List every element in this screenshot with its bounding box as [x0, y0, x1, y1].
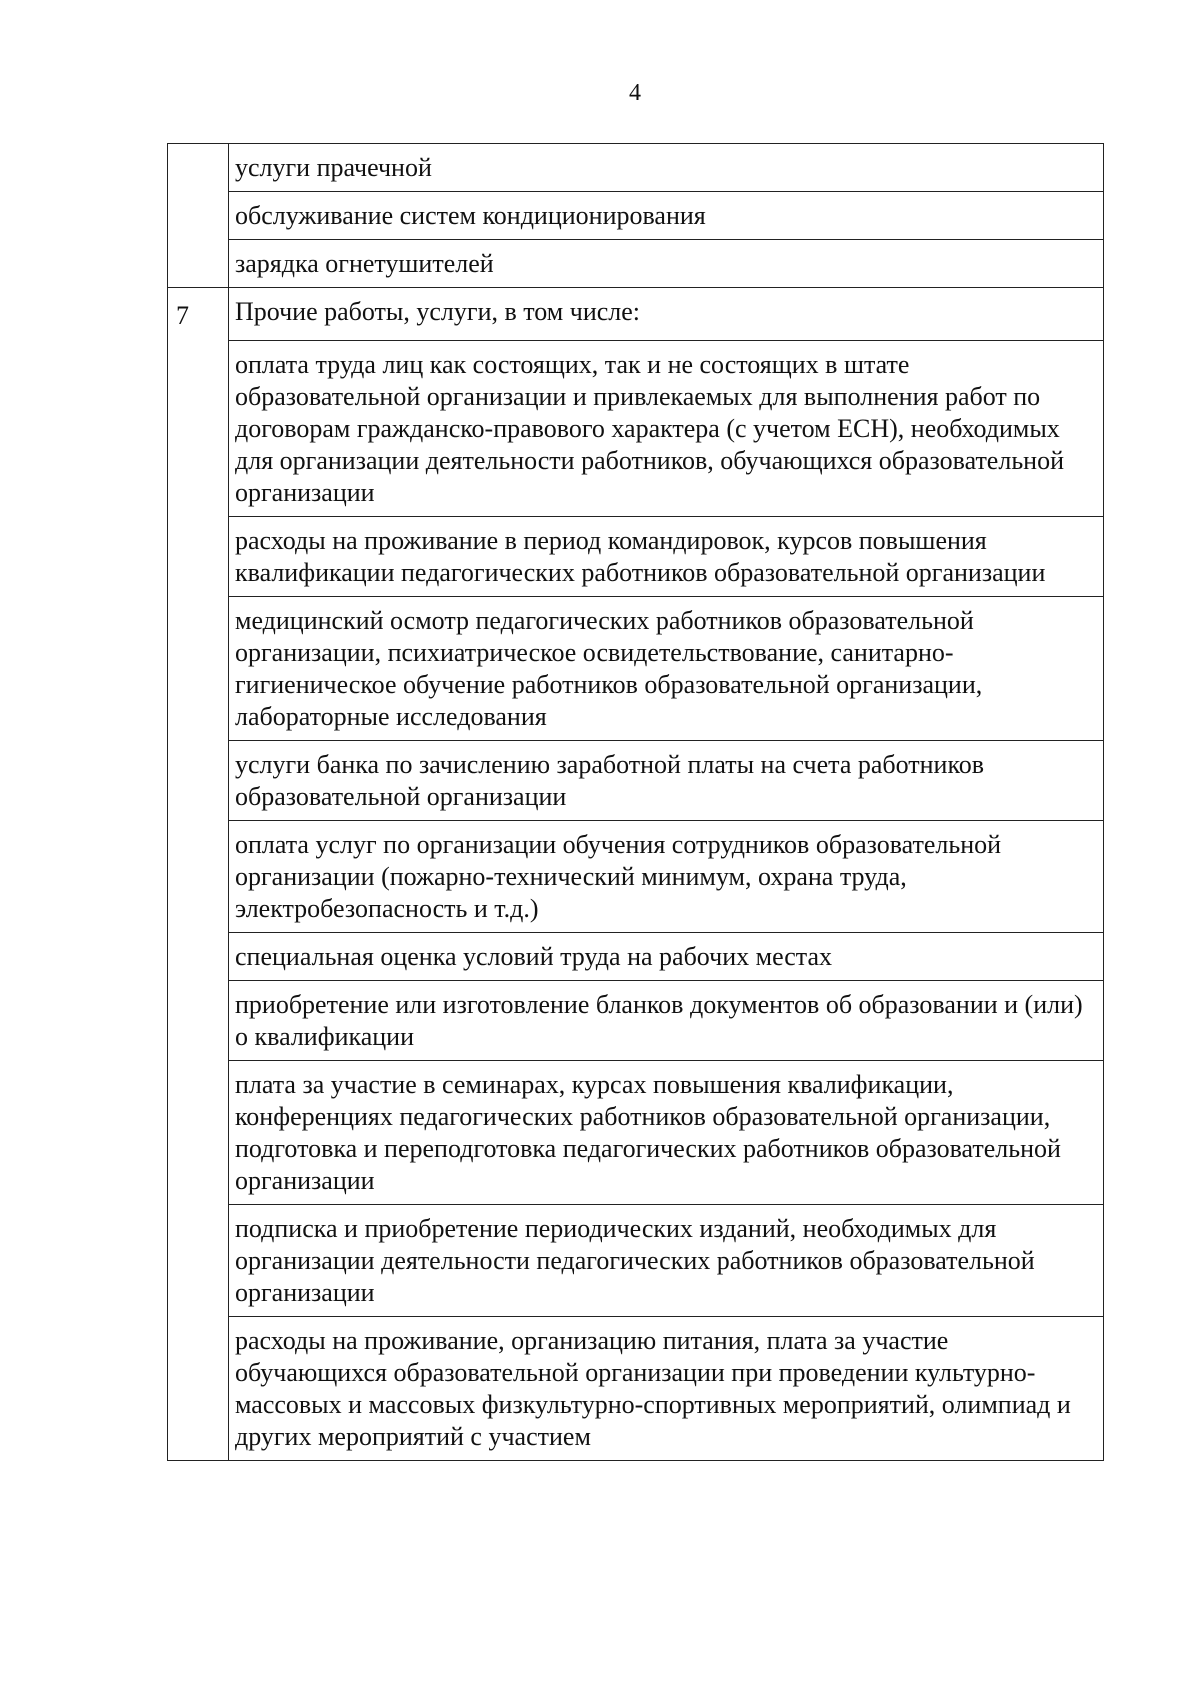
table-row	[168, 288, 1104, 341]
row-text-cell: Прочие работы, услуги, в том числе:	[229, 288, 1104, 341]
row-text-cell: услуги прачечной	[229, 144, 1104, 192]
table-row	[168, 240, 1104, 288]
row-text-cell: оплата услуг по организации обучения сотрудников образовательной организации (пожарно-технический минимум, охрана труда, электробезопасность и т.д.)	[229, 820, 1104, 932]
row-text-cell: подписка и приобретение периодических изданий, необходимых для организации деятельности педагогических работников образовательной организации	[229, 1204, 1104, 1316]
row-number-cell	[168, 144, 229, 192]
table-row	[168, 1204, 1104, 1316]
row-number-cell	[168, 740, 229, 820]
row-number-cell	[168, 240, 229, 288]
table-row	[168, 980, 1104, 1060]
row-text-cell: расходы на проживание в период командировок, курсов повышения квалификации педагогических работников образовательной организации	[229, 516, 1104, 596]
table-row	[168, 516, 1104, 596]
row-text-cell: приобретение или изготовление бланков документов об образовании и (или) о квалификации	[229, 980, 1104, 1060]
row-number-cell	[168, 820, 229, 932]
row-number-cell	[168, 1204, 229, 1316]
services-table	[167, 143, 1104, 1461]
row-number-cell	[168, 1060, 229, 1204]
table-row	[168, 144, 1104, 192]
page-number: 4	[629, 80, 641, 106]
row-number-cell	[168, 340, 229, 516]
table-row	[168, 932, 1104, 980]
row-number-cell	[168, 1316, 229, 1460]
table-row	[168, 340, 1104, 516]
row-text-cell: зарядка огнетушителей	[229, 240, 1104, 288]
row-number-cell	[168, 596, 229, 740]
row-number-cell	[168, 932, 229, 980]
row-text-cell: расходы на проживание, организацию питания, плата за участие обучающихся образовательной организации при проведении культурно-массовых и массовых физкультурно-спортивных мероприятий, олимпиад и других мероприятий с участием	[229, 1316, 1104, 1460]
table-row	[168, 1316, 1104, 1460]
row-number-cell: 7	[168, 288, 229, 341]
row-number-cell	[168, 192, 229, 240]
table-row	[168, 1060, 1104, 1204]
table-row	[168, 192, 1104, 240]
table-row	[168, 820, 1104, 932]
table-row	[168, 740, 1104, 820]
row-text-cell: обслуживание систем кондиционирования	[229, 192, 1104, 240]
table-row	[168, 596, 1104, 740]
row-number-cell	[168, 980, 229, 1060]
row-text-cell: услуги банка по зачислению заработной платы на счета работников образовательной организации	[229, 740, 1104, 820]
row-text-cell: оплата труда лиц как состоящих, так и не состоящих в штате образовательной организации и привлекаемых для выполнения работ по договорам гражданско-правового характера (с учетом ЕСН), необходимых для организации деятельности работников, обучающихся образовательной организации	[229, 340, 1104, 516]
row-text-cell: медицинский осмотр педагогических работников образовательной организации, психиатрическое освидетельствование, санитарно-гигиеническое обучение работников образовательной организации, лабораторные исследования	[229, 596, 1104, 740]
row-number-cell	[168, 516, 229, 596]
row-text-cell: специальная оценка условий труда на рабочих местах	[229, 932, 1104, 980]
row-text-cell: плата за участие в семинарах, курсах повышения квалификации, конференциях педагогических работников образовательной организации, подготовка и переподготовка педагогических работников образовательной организации	[229, 1060, 1104, 1204]
